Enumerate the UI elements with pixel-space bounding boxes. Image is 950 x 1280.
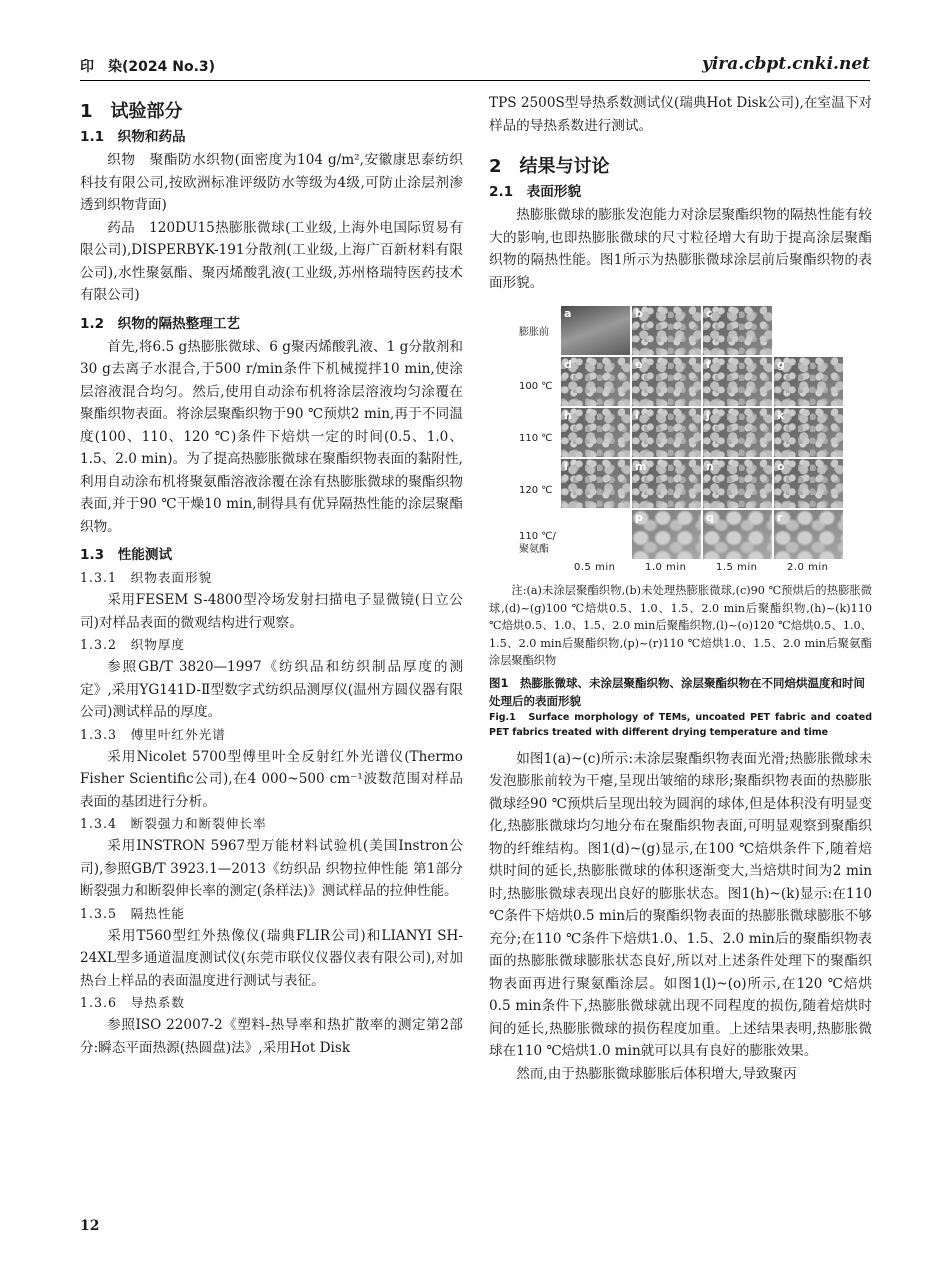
- sem-panel-i: i: [632, 408, 701, 457]
- sem-panel-o: o: [774, 459, 843, 508]
- row-label-110c: 110 ℃: [519, 433, 553, 444]
- sem-panel-r: r: [774, 510, 843, 559]
- morphology-intro: 热膨胀微球的膨胀发泡能力对涂层聚酯织物的隔热性能有较大的影响,也即热膨胀微球的尺寸粒径增大有助于提高涂层聚酯织物的隔热性能。图1所示为热膨胀微球涂层前后聚酯织物的表面形貌。: [489, 207, 872, 291]
- subsection-1-3-5: 1.3.5 隔热性能: [80, 905, 186, 921]
- sem-panel-c: c: [703, 306, 772, 355]
- subsection-1-3-4: 1.3.4 断裂强力和断裂伸长率: [80, 816, 267, 831]
- sem-panel-h: h: [561, 408, 630, 457]
- sem-panel-p: p: [632, 510, 701, 559]
- sem-panel-m: m: [632, 459, 701, 508]
- sem-panel-b: b: [632, 306, 701, 355]
- section-2-title: 2 结果与讨论: [489, 156, 610, 177]
- row-label-pu: 聚氨酯: [519, 544, 549, 555]
- subsection-1-3-3: 1.3.3 傅里叶红外光谱: [80, 726, 226, 742]
- thermal-insulation-method: 采用T560型红外热像仪(瑞典FLIR公司)和LIANYI SH-24XL型多通道温度测试仪(东莞市联仪仪器仪表有限公司),对加热台上样品的表面温度进行测试与表征。: [80, 927, 463, 989]
- finishing-process-paragraph: 首先,将6.5 g热膨胀微球、6 g聚丙烯酸乳液、1 g分散剂和30 g去离子水混合,于500 r/min条件下机械搅拌10 min,使涂层溶液混合均匀。然后,使用自动涂布机将涂层溶液均匀涂覆在聚酯织物表面。将涂层聚酯织物于90 ℃预烘2 min,再于不同温度(100、110、120 ℃)条件下焙烘一定的时间(0.5、1.0、1.5、2.0 min)。为了提高热膨胀微球在聚酯织物表面的黏附性,利用自动涂布机将聚氨酯溶液涂覆在涂有热膨胀微球的聚酯织物表面,并于90 ℃干燥10 min,制得具有优异隔热性能的涂层聚酯织物。: [80, 338, 463, 535]
- conductivity-method-continued: TPS 2500S型导热系数测试仪(瑞典Hot Disk公司),在室温下对样品的导热系数进行测试。: [489, 95, 872, 134]
- section-1-title: 1 试验部分: [80, 101, 183, 122]
- section-1-3-title: 1.3 性能测试: [80, 547, 173, 563]
- page-number: 12: [80, 1218, 100, 1234]
- journal-header: 印 染(2024 No.3): [80, 59, 216, 75]
- row-label-100c: 100 ℃: [519, 381, 553, 392]
- sem-panel-n: n: [703, 459, 772, 508]
- morphology-method: 采用FESEM S-4800型冷场发射扫描电子显微镜(日立公司)对样品表面的微观结构进行观察。: [80, 592, 463, 631]
- section-1-1-title: 1.1 织物和药品: [80, 129, 186, 145]
- discussion-continued: 然而,由于热膨胀微球膨胀后体积增大,导致聚丙: [516, 1065, 797, 1082]
- section-1-2-title: 1.2 织物的隔热整理工艺: [80, 315, 241, 332]
- row-label-120c: 120 ℃: [519, 485, 553, 496]
- sem-panel-d: d: [561, 357, 630, 406]
- chemicals-paragraph: 药品 120DU15热膨胀微球(工业级,上海外电国际贸易有限公司),DISPERBYK-191分散剂(工业级,上海广百新材料有限公司),水性聚氨酯、聚丙烯酸乳液(工业级,苏州格瑞特医药技术有限公司): [80, 219, 463, 303]
- time-label-1-0: 1.0 min: [645, 562, 687, 573]
- journal-url[interactable]: yira.cbpt.cnki.net: [701, 54, 870, 74]
- row-label-before: 膨胀前: [519, 327, 549, 338]
- thickness-method: 参照GB/T 3820—1997《纺织品和纺织制品厚度的测定》,采用YG141D-Ⅱ型数字式纺织品测厚仪(温州方圆仪器有限公司)测试样品的厚度。: [80, 659, 463, 720]
- left-column: [80, 92, 463, 1059]
- sem-panel-k: k: [774, 408, 843, 457]
- subsection-1-3-6: 1.3.6 导热系数: [80, 995, 186, 1010]
- sem-panel-f: f: [703, 357, 772, 406]
- subsection-1-3-1: 1.3.1 织物表面形貌: [80, 570, 213, 585]
- sem-figure: [489, 304, 872, 576]
- time-label-1-5: 1.5 min: [716, 562, 758, 573]
- sem-panel-g: g: [774, 357, 843, 406]
- header-rule: [80, 80, 870, 81]
- morphology-discussion: 如图1(a)~(c)所示:未涂层聚酯织物表面光滑;热膨胀微球未发泡膨胀前较为干瘪,呈现出皱缩的球形;聚酯织物表面的热膨胀微球经90 ℃预烘后呈现出较为圆润的球体,但是体积没有明显变化,热膨胀微球均匀地分布在聚酯织物表面,可明显观察到聚酯织物的纤维结构。图1(d)~(g)显示,在100 ℃焙烘条件下,随着焙烘时间的延长,热膨胀微球的体积逐渐变大,当焙烘时间为2 min时,热膨胀微球表现出良好的膨胀状态。图1(h)~(k)显示:在110 ℃条件下焙烘0.5 min后的聚酯织物表面的热膨胀微球膨胀不够充分;在110 ℃条件下焙烘1.0、1.5、2.0 min后的聚酯织物表面的热膨胀微球膨胀状态良好,所以对上述条件处理下的聚酯织物表面再进行聚氨酯涂层。如图1(l)~(o)所示,在120 ℃焙烘0.5 min条件下,热膨胀微球就出现不同程度的损伤,随着焙烘时间的延长,热膨胀微球的损伤程度加重。上述结果表明,热膨胀微球在110 ℃焙烘1.0 min就可以具有良好的膨胀效果。: [489, 750, 872, 1059]
- ftir-method: 采用Nicolet 5700型傅里叶全反射红外光谱仪(Thermo Fisher Scientific公司),在4 000~500 cm⁻¹波数范围对样品表面的基团进行分析。: [80, 748, 463, 810]
- fabric-paragraph: 织物 聚酯防水织物(面密度为104 g/m²,安徽康思泰纺织科技有限公司,按欧洲标准评级防水等级为4级,可防止涂层剂渗透到织物背面): [80, 152, 463, 213]
- sem-panel-q: q: [703, 510, 772, 559]
- figure-note: 注:(a)未涂层聚酯织物,(b)未处理热膨胀微球,(c)90 ℃预烘后的热膨胀微球,(d)~(g)100 ℃焙烘0.5、1.0、1.5、2.0 min后聚酯织物,(h)~(k)110 ℃焙烘0.5、1.0、1.5、2.0 min后聚酯织物,(l)~(o)120 ℃焙烘0.5、1.0、1.5、2.0 min后聚酯织物,(p)~(r)110 ℃焙烘1.0、1.5、2.0 min后聚氨酯涂层聚酯织物: [489, 584, 872, 667]
- row-label-110c-pu: 110 ℃/: [519, 531, 556, 542]
- section-2-1-title: 2.1 表面形貌: [489, 184, 582, 200]
- time-label-2-0: 2.0 min: [787, 562, 829, 573]
- figure-caption-cn: 图1 热膨胀微球、未涂层聚酯织物、涂层聚酯织物在不同焙烘温度和时间处理后的表面形貌: [489, 675, 865, 708]
- conductivity-method: 参照ISO 22007-2《塑料-热导率和热扩散率的测定第2部分:瞬态平面热源(热圆盘)法》,采用Hot Disk: [80, 1017, 463, 1056]
- right-column: [489, 92, 872, 1085]
- figure-caption-en: Fig.1 Surface morphology of TEMs, uncoated PET fabric and coated PET fabrics treated with different drying temperature and time: [489, 711, 872, 738]
- sem-panel-j: j: [703, 408, 772, 457]
- sem-panel-e: e: [632, 357, 701, 406]
- subsection-1-3-2: 1.3.2 织物厚度: [80, 637, 186, 652]
- time-label-0-5: 0.5 min: [574, 562, 616, 573]
- sem-panel-l: l: [561, 459, 630, 508]
- sem-panel-a: a: [561, 306, 630, 355]
- tensile-method: 采用INSTRON 5967型万能材料试验机(美国Instron公司),参照GB/T 3923.1—2013《纺织品 织物拉伸性能 第1部分 断裂强力和断裂伸长率的测定(条样法)》测试样品的拉伸性能。: [80, 838, 463, 899]
